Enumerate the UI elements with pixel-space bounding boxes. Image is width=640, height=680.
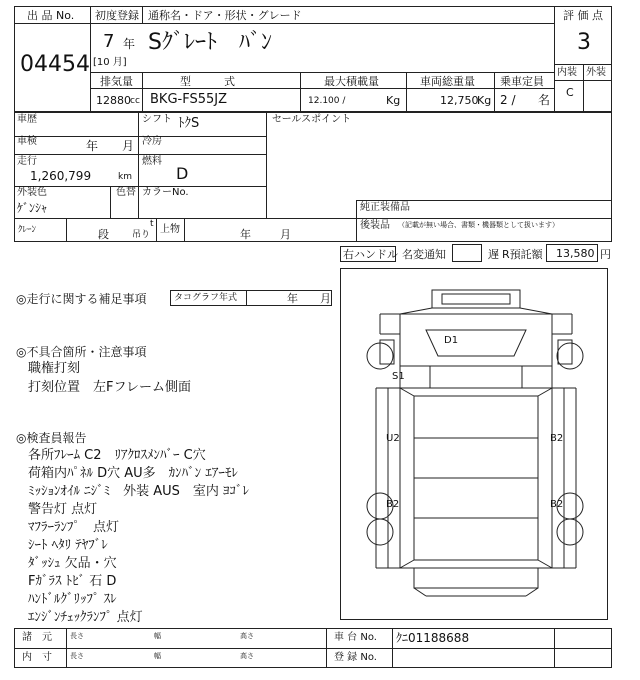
registration-label: 登 録 No. — [334, 652, 377, 663]
recycle-label: R預託額 — [502, 248, 543, 261]
interior-score-label: 内装 — [557, 67, 577, 78]
tax-label: 遅 — [488, 248, 499, 261]
inspector-line: ﾐｯｼｮﾝｵｲﾙ ﾆｼﾞﾐ 外装 AUS 室内 ﾖｺﾞﾚ — [28, 484, 250, 499]
crane-ton: t — [150, 219, 154, 229]
mileage-unit: km — [118, 172, 132, 182]
max-load-unit: Kg — [386, 94, 401, 107]
recycle-unit: 円 — [600, 248, 611, 261]
inspector-line: ﾏﾌﾗｰﾗﾝﾌﾟ 点灯 — [28, 520, 120, 535]
displacement-unit: cc — [130, 96, 140, 106]
vehicle-damage-diagram — [340, 268, 608, 620]
defect-line: 職権打刻 — [28, 361, 81, 376]
max-load-label: 最大積載量 — [324, 75, 379, 88]
damage-mark: S1 — [392, 371, 405, 382]
color-number-label: カラーNo. — [142, 187, 189, 198]
capacity-value: 2 / — [500, 93, 516, 107]
displacement-value: 12880 — [96, 94, 131, 107]
crane-label: ｸﾚｰﾝ — [18, 225, 37, 235]
model-code: BKG-FS55JZ — [150, 92, 227, 107]
exterior-color-label: 外装色 — [17, 187, 47, 198]
vin-label: 車 台 No. — [334, 632, 377, 643]
model-code-label: 型 式 — [180, 75, 235, 88]
crane-lift: 吊り — [132, 230, 151, 240]
exterior-color-value: ｹﾞﾝｼｬ — [17, 201, 48, 215]
first-registration-year-unit: 年 — [123, 37, 136, 51]
score-label: 評 価 点 — [563, 9, 603, 22]
first-registration-year: 7 — [103, 31, 115, 52]
name-change-label: 名変通知 — [402, 248, 446, 261]
overall-score: 3 — [577, 30, 591, 55]
fuel-label: 燃料 — [142, 156, 162, 167]
inspection-label: 車検 — [17, 136, 37, 147]
inspector-line: Fｶﾞﾗｽ ﾄﾋﾞ 石 D — [28, 574, 117, 589]
displacement-label: 排気量 — [100, 75, 133, 88]
sales-point-label: セールスポイント — [272, 114, 352, 125]
damage-mark: B2 — [550, 433, 564, 444]
body-year: 年 — [240, 228, 251, 241]
recycle-value: 13,580 — [556, 247, 595, 260]
history-label: 車歴 — [17, 114, 37, 125]
truck-outline-svg — [340, 268, 608, 620]
model-name: Sｸﾞﾚｰﾄ ﾊﾞﾝ — [148, 30, 272, 55]
damage-mark: B2 — [386, 499, 400, 510]
interior-dimensions-label: 内 寸 — [22, 652, 52, 663]
height-label: 高さ — [240, 632, 254, 640]
interior-width-label: 幅 — [154, 652, 161, 660]
interior-score: C — [566, 86, 574, 99]
width-label: 幅 — [154, 632, 161, 640]
defects-title: ◎不具合箇所・注意事項 — [16, 345, 147, 359]
shift-label: シフト — [142, 114, 172, 125]
inspector-line: 各所ﾌﾚｰﾑ C2 ﾘｱｸﾛｽﾒﾝﾊﾞｰ C穴 — [28, 448, 206, 463]
capacity-unit: 名 — [538, 93, 551, 107]
driving-notes-title: ◎走行に関する補足事項 — [16, 292, 147, 306]
damage-mark: B2 — [550, 499, 564, 510]
shift-value: ﾄｸS — [178, 116, 200, 131]
vin-value: ｸﾆ01188688 — [396, 631, 470, 645]
gross-weight-value: 12,750 — [440, 94, 479, 107]
damage-mark: U2 — [386, 433, 400, 444]
lot-number: 04454 — [20, 52, 90, 77]
first-registration-label: 初度登録 — [95, 9, 139, 22]
inspection-year: 年 — [86, 139, 99, 153]
gross-weight-label: 車両総重量 — [420, 75, 475, 88]
max-load-value: 12.100 / — [308, 96, 346, 106]
inspector-line: ｴﾝｼﾞﾝﾁｪｯｸﾗﾝﾌﾟ 点灯 — [28, 610, 143, 625]
genuine-equipment-label: 純正装備品 — [360, 202, 410, 213]
inspector-line: 荷箱内ﾊﾟﾈﾙ D穴 AU多 ｶﾝﾊﾞﾝ ｴｱｰﾓﾚ — [28, 466, 238, 481]
inspector-line: ﾀﾞｯｼｭ 欠品・穴 — [28, 556, 117, 571]
tachograph-month: 月 — [320, 292, 331, 305]
name-change-box — [452, 244, 482, 262]
length-label: 長さ — [70, 632, 84, 640]
body-label: 上物 — [160, 224, 180, 235]
crane-stage: 段 — [98, 228, 109, 241]
ac-label: 冷房 — [142, 136, 162, 147]
gross-weight-unit: Kg — [477, 94, 492, 107]
defect-line: 打刻位置 左Fフレーム側面 — [28, 380, 191, 395]
interior-length-label: 長さ — [70, 652, 84, 660]
color-change-label: 色替 — [116, 187, 136, 198]
interior-height-label: 高さ — [240, 652, 254, 660]
right-handle-label: 右ハンドル — [343, 248, 398, 261]
mileage-label: 走行 — [17, 156, 37, 167]
inspector-report-title: ◎検査員報告 — [16, 431, 87, 445]
aftermarket-note: （記載が無い場合、書類・機器類として扱います） — [398, 221, 559, 229]
inspector-line: ｼｰﾄ ﾍﾀﾘ ﾃﾔﾌﾞﾚ — [28, 538, 108, 553]
damage-mark: D1 — [444, 335, 459, 346]
model-name-label: 通称名・ドア・形状・グレード — [148, 9, 302, 22]
dimensions-label: 諸 元 — [22, 632, 52, 643]
inspector-line: 警告灯 点灯 — [28, 502, 98, 517]
exterior-score-label: 外装 — [586, 67, 606, 78]
aftermarket-label: 後装品 — [360, 220, 390, 231]
first-registration-month: [10 月] — [93, 57, 127, 68]
body-month: 月 — [280, 228, 291, 241]
tachograph-label: タコグラフ年式 — [174, 293, 238, 303]
lot-number-label: 出 品 No. — [27, 9, 75, 22]
capacity-label: 乗車定員 — [500, 75, 544, 88]
inspection-month: 月 — [122, 139, 135, 153]
mileage-value: 1,260,799 — [30, 169, 92, 183]
fuel-value: D — [176, 164, 189, 183]
tachograph-year: 年 — [287, 292, 298, 305]
inspector-line: ﾊﾝﾄﾞﾙｸﾞﾘｯﾌﾟ ｽﾚ — [28, 592, 117, 607]
